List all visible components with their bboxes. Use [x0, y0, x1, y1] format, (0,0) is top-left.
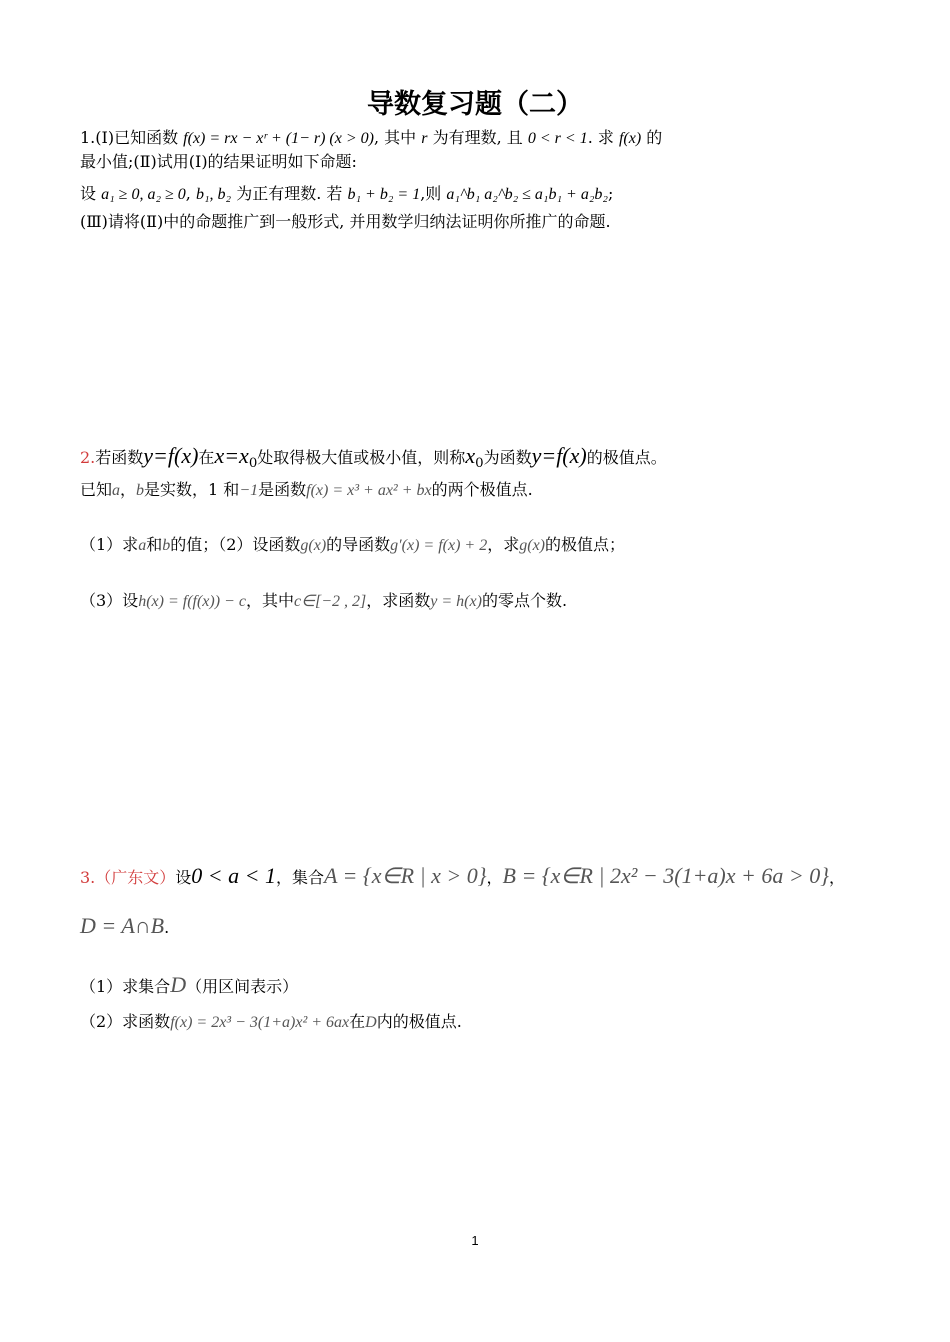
- problem-2-line-1: 2.若函数y=f(x)在$x=x_0$处取得极大值或极小值，则称$x_0$为函数y=f(x)的极值点。: [80, 443, 667, 472]
- problem-3-line-1: 3.（广东文）设0 < a < 1，集合A = {x∈R | x > 0}，B = {x∈R | 2x² − 3(1+a)x + 6a > 0}，: [80, 863, 846, 888]
- problem-2-number: 2.: [80, 448, 96, 467]
- problem-2-line-2: 已知a，b是实数，1 和−1是函数f(x) = x³ + ax² + bx的两个极值点.: [80, 480, 533, 499]
- problem-1-number: 1.: [80, 128, 96, 147]
- problem-1-line-2: 最小值;(Ⅱ)试用(Ⅰ)的结果证明如下命题:: [80, 152, 357, 171]
- function-f-definition: f(x) = rx − xʳ + (1− r) (x > 0): [183, 130, 374, 147]
- problem-1-line-3: 设 a₁ ≥ 0, a₂ ≥ 0, b₁, b₂ 为正有理数. 若 b₁ + b₂ = 1,则 a₁^b₁ a₂^b₂ ≤ a₁b₁ + a₂b₂;: [80, 184, 614, 203]
- problem-3-line-2: D = A∩B.: [80, 913, 170, 938]
- problem-3-question-1: （1）求集合D（用区间表示）: [80, 972, 299, 997]
- problem-1-line-4: (Ⅲ)请将(Ⅱ)中的命题推广到一般形式, 并用数学归纳法证明你所推广的命题.: [80, 212, 611, 231]
- problem-3-source: （广东文）: [95, 868, 176, 887]
- page-title: 导数复习题（二）: [367, 89, 583, 120]
- problem-3-number: 3.: [80, 868, 96, 887]
- problem-3-question-2: （2）求函数f(x) = 2x³ − 3(1+a)x² + 6ax在D内的极值点.: [80, 1012, 462, 1031]
- problem-2-question-3: （3）设h(x) = f(f(x)) − c，其中c∈[−2 , 2]，求函数y = h(x)的零点个数.: [80, 591, 568, 610]
- problem-2-questions-1-2: （1）求a和b的值；（2）设函数g(x)的导函数g′(x) = f(x) + 2，求g(x)的极值点；: [80, 535, 626, 554]
- page-number: 1: [471, 1233, 479, 1248]
- problem-1-line-1: 1.(Ⅰ)已知函数 f(x) = rx − xʳ + (1− r) (x > 0), 其中 r 为有理数, 且 0 < r < 1. 求 f(x) 的: [80, 128, 663, 147]
